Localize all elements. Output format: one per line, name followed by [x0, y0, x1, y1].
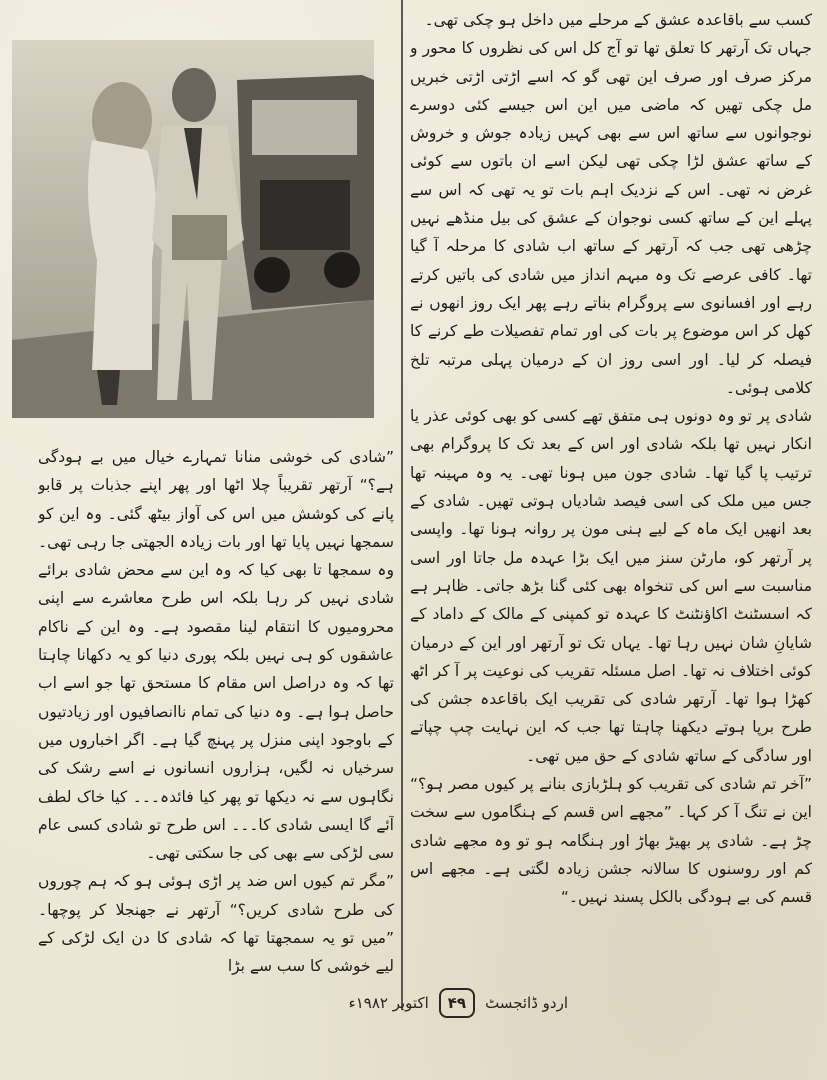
left-text-column	[38, 443, 394, 983]
paragraph: کسب سے باقاعدہ عشق کے مرحلے میں داخل ہو چکی تھی۔	[424, 11, 812, 29]
paragraph: ”مگر تم کیوں اس ضد پر اڑی ہوئی ہو کہ ہم چوروں کی طرح شادی کریں؟“ آرتھر نے جھنجلا کر پوچھا۔ ”میں تو یہ سمجھتا تھا کہ شادی کا دن ایک لڑکی کے لیے خوشی کا سب سے بڑا	[38, 872, 394, 976]
page-footer	[268, 985, 568, 1021]
paragraph: ”آخر تم شادی کی تقریب کو ہلڑبازی بنانے پر کیوں مصر ہو؟“ این نے تنگ آ کر کہا۔ ”مجھے اس قسم کے ہنگاموں سے سخت چڑ ہے۔ شادی پر بھیڑ بھاڑ اور ہنگامہ ہو تو وہ مجھے شادی کم اور روسنوں کا سالانہ جشن زیادہ لگتی ہے۔ مجھے اس قسم کی بے ہودگی بالکل پسند نہیں۔“	[410, 775, 812, 907]
paragraph: ”شادی کی خوشی منانا تمہارے خیال میں بے ہودگی ہے؟“ آرتھر تقریباً چلا اٹھا اور پھر اپنے جذبات پر قابو پانے کی کوشش میں اس کی آواز بیٹھ گئی۔ وہ این کو سمجھا نہیں پایا تھا اور بات زیادہ الجھتی جا رہی تھی۔ وہ سمجھا تا بھی کیا کہ وہ این سے محض شادی برائے شادی نہیں کر رہا بلکہ اس طرح معاشرے سے اپنی محرومیوں کا انتقام لینا مقصود ہے۔ وہ این کے ناکام عاشقوں کو ہی نہیں بلکہ پوری دنیا کو یہ دکھانا چاہتا تھا کہ وہ دراصل اس مقام کا مستحق تھا جو اسے اب حاصل ہوا ہے۔ وہ دنیا کی تمام ناانصافیوں اور زیادتیوں کے باوجود اپنی منزل پر پہنچ گیا ہے۔ اگر اخباروں میں سرخیاں نہ لگیں، ہزاروں انسانوں نے اسے رشک کی نگاہوں سے نہ دیکھا تو پھر کیا فائدہ۔۔۔ کیا خاک لطف آئے گا ایسی شادی کا۔۔۔ اس طرح تو شادی کسی عام سی لڑکی سے بھی کی جا سکتی تھی۔	[38, 448, 394, 863]
column-divider	[401, 0, 403, 1010]
right-text-column	[410, 6, 812, 981]
page-number: ۴۹	[439, 988, 475, 1018]
magazine-name: اردو ڈائجسٹ	[485, 994, 568, 1012]
couple-photo	[12, 40, 374, 418]
paragraph: شادی پر تو وہ دونوں ہی متفق تھے کسی کو بھی کوئی عذر یا انکار نہیں تھا بلکہ شادی اور اس کے بعد تک کا پروگرام بھی ترتیب پا گیا تھا۔ شادی جون میں ہونا تھی۔ یہ وہ مہینہ تھا جس میں ملک کی اسی فیصد شادیاں ہوتی تھیں۔ شادی کے بعد انھیں ایک ماہ کے لیے ہنی مون پر روانہ ہونا تھا۔ واپسی پر آرتھر کو، مارٹن سنز میں ایک بڑا عہدہ مل جاتا اور اسی مناسبت سے اس کی تنخواہ بھی کئی گنا بڑھ جاتی۔ ظاہر ہے کہ اسسٹنٹ اکاؤنٹنٹ کا عہدہ تو کمپنی کے مالک کے داماد کے شایانِ شان نہیں رہا تھا۔ یہاں تک تو آرتھر اور این کے درمیان کوئی اختلاف نہ تھا۔ اصل مسئلہ تقریب کی نوعیت پر آ کر اٹھ کھڑا ہوا تھا۔ آرتھر شادی کی تقریب ایک باقاعدہ جشن کی طرح برپا ہوتے دیکھنا چاہتا تھا جب کہ این نہایت چپ چپاتے اور سادگی کے ساتھ شادی کے حق میں تھی۔	[410, 407, 812, 765]
paragraph: جہاں تک آرتھر کا تعلق تھا تو آج کل اس کی نظروں کا محور و مرکز صرف اور صرف این تھی گو کہ اسے اڑتی اڑتی خبریں مل چکی تھیں کہ ماضی میں این اس جیسے کئی دوسرے نوجوانوں سے ساتھ اس سے بھی کہیں زیادہ جوش و خروش کے ساتھ عشق لڑا چکی تھی لیکن اسے ان باتوں سے کوئی غرض نہ تھی۔ اس کے نزدیک اہم بات تو یہ تھی کہ اس سے پہلے این کے ساتھ کسی نوجوان کے عشق کی بیل منڈھے نہیں چڑھی تھی جب کہ آرتھر کے ساتھ اب شادی کا مرحلہ آ گیا تھا۔ کافی عرصے تک وہ مبہم انداز میں شادی کی باتیں کرتے رہے اور افسانوی سے پروگرام بناتے رہے پھر ایک روز انھوں نے کھل کر اس موضوع پر بات کی اور تمام تفصیلات طے کرنے کا فیصلہ کر لیا۔ اور اسی روز ان کے درمیان پہلی مرتبہ تلخ کلامی ہوئی۔	[410, 39, 812, 397]
issue-date: اکتوبر ۱۹۸۲ء	[348, 994, 429, 1012]
couple-photo-illustration	[12, 40, 374, 418]
